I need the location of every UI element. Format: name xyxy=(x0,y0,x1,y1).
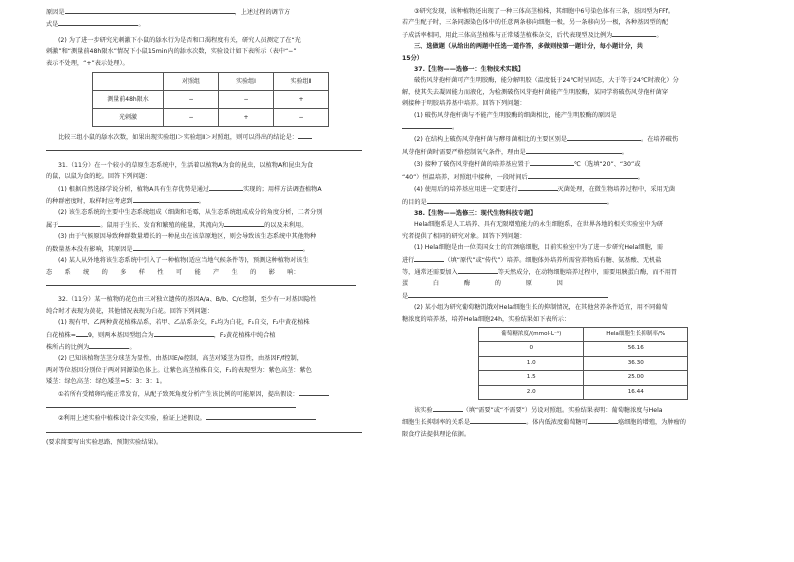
answer-blank[interactable] xyxy=(89,341,129,349)
answer-blank[interactable] xyxy=(530,158,574,166)
text-line: 该实验 xyxy=(414,407,433,414)
text-line: 。体内低浓度葡萄糖可 xyxy=(526,419,588,427)
table-cell: 1.0 xyxy=(479,356,584,370)
text-line: 究者提供了相同的研究对象。回答下列问题： xyxy=(402,232,526,240)
text-line: 刺接种于明胶培养基中培养。回答下列问题： xyxy=(402,100,526,108)
text-line: (要求简要写出实验思路、预期实验结果)。 xyxy=(46,439,163,447)
text-line: 癌细胞的增殖，为肿瘤的 xyxy=(617,419,686,427)
answer-blank[interactable] xyxy=(567,133,641,141)
text-line: (2) 为了进一步研究光刺激下小鼠的舔水行为是否和口渴程度有关，研究人员测定了在“光 xyxy=(58,36,301,44)
text-line: (1) 破伤风芽孢杆菌与不能产生明胶酶的细菌相比，能产生明胶酶的原因是 xyxy=(414,111,617,119)
text-line: 是 xyxy=(402,292,409,300)
text-line: (2) 某小组为研究葡萄糖饥饿对Hela细胞生长的抑制情况，在其他营养条件适宜，用不同葡萄 xyxy=(414,304,668,312)
text-line: 的目的是 xyxy=(402,198,427,206)
table-cell: 2.0 xyxy=(479,385,584,399)
answer-blank[interactable] xyxy=(414,254,444,262)
text-line: 若产生配子时，三条同源染色体中的任意两条移向细胞一极，另一条移向另一极，各种基因型的配 xyxy=(402,19,669,27)
question-37: 37.【生物——选修一：生物技术实践】 xyxy=(414,66,524,74)
table-cell xyxy=(93,73,164,91)
text-line: 。 xyxy=(452,124,459,132)
table-cell: − xyxy=(164,91,219,109)
text-line: 进行 xyxy=(402,256,415,264)
text-line: 的鼠，以鼠为食的蛇。回答下列问题： xyxy=(46,173,152,181)
text-line: （填“需要”或“不需要”）另设对照组。实验结果表明：葡萄糖浓度与Hela xyxy=(462,407,663,414)
table-cell: 1.5 xyxy=(479,371,584,385)
text-line: 细胞生长抑制率的关系是 xyxy=(402,419,471,427)
answer-blank[interactable] xyxy=(46,425,362,433)
answer-blank[interactable] xyxy=(528,171,638,179)
text-line: 的以及未利用。 xyxy=(264,221,308,229)
text-line: (4) 使用后的培养基应用进一定要进行 xyxy=(414,186,518,194)
answer-blank[interactable] xyxy=(458,266,498,274)
table-cell: 测量前48h限水 xyxy=(93,91,164,109)
answer-blank[interactable] xyxy=(427,196,607,204)
answer-blank[interactable] xyxy=(299,388,329,396)
table-row xyxy=(93,91,329,109)
text-line: 纯合时才表现为黄花，其他情况表现为白花。回答下列问题： xyxy=(46,307,214,315)
question-38: 38.【生物——选修三：现代生物科技专题】 xyxy=(414,209,537,217)
table-cell: 0 xyxy=(479,342,584,356)
right-column xyxy=(402,6,722,440)
text-line: (1) 现有甲、乙两种黄花植株品系，若甲、乙品系杂交，F₁均为白花，F₁自交，F₂中黄花植株 xyxy=(58,319,310,327)
text-line: Hela细胞系是人工培养、具有无限增殖能力的永生细胞系，在世界各地的相关实验室中为研 xyxy=(414,221,664,229)
section-title: 15分） xyxy=(402,54,423,62)
answer-blank[interactable] xyxy=(154,329,214,337)
table-cell: − xyxy=(219,91,274,109)
text-line: ②利用上述实验中植株设计杂交实验，验证上述假设。 xyxy=(58,415,206,423)
table-cell: 25.00 xyxy=(584,371,688,385)
text-line: 破伤风芽孢杆菌可产生明胶酶，能分解明胶（温度低于24℃时呈固态，大于等于24℃时液化）分 xyxy=(414,77,679,85)
text-line: 。 xyxy=(302,245,309,253)
answer-blank[interactable] xyxy=(209,183,243,191)
text-line: ，F₂黄花植株中纯合植 xyxy=(213,331,276,339)
answer-blank[interactable] xyxy=(133,243,303,251)
text-line: 蛋 白 酶 的 原 因 xyxy=(402,280,563,288)
answer-blank[interactable] xyxy=(588,416,618,424)
text-line: 等天然成分，在动物细胞培养过程中，需要用胰蛋白酶，而不用胃 xyxy=(497,268,678,276)
answer-blank[interactable] xyxy=(65,6,235,14)
text-line: 株所占的比例为 xyxy=(46,343,90,351)
text-line: 灭菌处理，在微生物培养过程中，采用无菌 xyxy=(557,186,676,194)
table-row xyxy=(479,356,688,370)
text-line: ③研究发现，该种植物还出现了一种三体高茎植株，其细胞中6号染色体有三条，基因型为FFf。 xyxy=(414,8,675,15)
answer-blank[interactable] xyxy=(224,219,264,227)
text-line: 。 xyxy=(656,31,663,39)
text-line: 。 xyxy=(138,21,145,29)
section-title: 三、选做题（从给出的两题中任选一道作答，多做则按第一题计分，每小题计分，共 xyxy=(414,43,643,51)
table-cell: 实验组Ⅰ xyxy=(219,73,274,91)
answer-blank[interactable] xyxy=(58,18,138,26)
table-cell: 实验组Ⅱ xyxy=(274,73,329,91)
answer-blank[interactable] xyxy=(206,412,316,420)
table-row xyxy=(479,371,688,385)
table-row xyxy=(93,109,329,127)
experiment-table xyxy=(92,72,329,127)
text-line: 态 系 统 的 多 样 性 可 能 产 生 的 影 响： xyxy=(46,268,300,276)
table-cell: 16.44 xyxy=(584,385,688,399)
answer-blank[interactable] xyxy=(298,131,312,139)
text-line: 风芽孢杆菌时需要严格控制氧气条件，理由是 xyxy=(402,148,526,156)
text-line: 。 xyxy=(637,173,644,181)
text-line: 子成活率相同，用此三体高茎植株与正常矮茎植株杂交，后代表现型及比例为 xyxy=(402,31,613,39)
table-header-row xyxy=(479,327,688,341)
text-line: 。鼠用于生长、发育和繁殖的能量，其流向为 xyxy=(100,221,225,229)
text-line: “40”）恒温培养，对照组中接种，一段时间后 xyxy=(402,173,528,181)
table-cell: − xyxy=(274,109,329,127)
question-31: 31.（11分）在一个较小的草原生态系统中，生活着以植物A为食的昆虫，以植物A和昆虫为食 xyxy=(58,161,314,169)
table-cell: − xyxy=(164,109,219,127)
answer-blank[interactable] xyxy=(46,278,356,286)
glucose-table xyxy=(478,327,688,400)
text-line: 。 xyxy=(621,148,628,156)
text-line: (1) Hela细胞是由一位美国女士的宫颈癌细胞，目前实验室中为了进一步研究Hela细胞，需 xyxy=(414,244,664,252)
table-cell: + xyxy=(274,91,329,109)
text-line: ℃（选填“20”、“30”或 xyxy=(573,161,641,169)
table-row xyxy=(479,385,688,399)
question-32: 32.（11分）某一植物的花色由三对独立遗传的基因A/a、B/b、C/c控制，至少有一对基因隐性 xyxy=(58,296,317,304)
text-line: 两对等位基因分别位于两对同源染色体上。让紫色高茎植株自交，F₁的表现型为：紫色高茎：紫色 xyxy=(46,366,312,374)
text-line: 的种群密度时，取样时应考虑到 xyxy=(46,198,133,206)
text-line: 解，使其失去凝固能力而液化，为检测破伤风芽孢杆菌能产生明胶酶，某同学将破伤风芽孢杆菌穿 xyxy=(402,88,669,96)
text-line: 刺激”和“测量前48h限水”情况下小鼠15min内的舔水次数，实验设计如下表所示（表中“−” xyxy=(46,48,297,56)
table-cell: 56.16 xyxy=(584,342,688,356)
text-line: (3) 接种了破伤风芽孢杆菌的培养基应置于 xyxy=(414,161,530,169)
answer-blank[interactable] xyxy=(133,195,199,203)
text-line: 。在培养破伤 xyxy=(641,136,679,144)
text-line: ①若所有受精卵均能正常发育，从配子致死角度分析产生该比例的可能原因，提出假设： xyxy=(58,390,299,398)
text-line: 白花植株= xyxy=(46,331,76,339)
text-line: 。 xyxy=(606,198,613,206)
text-line: 实现的；用样方法调查植物A xyxy=(243,185,322,193)
table-cell: 葡萄糖浓度/(mmol·L⁻¹) xyxy=(479,327,584,341)
table-cell: Hela细胞生长抑制率/% xyxy=(584,327,688,341)
text-line: 。 xyxy=(198,198,205,206)
answer-blank[interactable] xyxy=(526,146,622,154)
answer-blank[interactable] xyxy=(402,121,452,129)
answer-blank[interactable] xyxy=(612,29,656,37)
text-line: 的数量基本没有影响，其原因是 xyxy=(46,245,133,253)
text-line: 比较三组小鼠的舔水次数，如果出现实验组Ⅰ＞实验组Ⅱ＞对照组，则可以得出的结论是： xyxy=(58,134,298,142)
text-line: 式是 xyxy=(46,21,59,29)
answer-blank[interactable] xyxy=(76,329,88,337)
table-cell: 光刺激 xyxy=(93,109,164,127)
text-line: 。 xyxy=(129,343,136,351)
text-line: (2) 该生态系统的主要中生态系统组成（细菌和毛霉，从生态系统组成成分的角度分析，二者分别 xyxy=(58,209,323,217)
text-line: 等，通常还需要加入 xyxy=(402,268,458,276)
text-line: 9，则两本基因型组合为 xyxy=(87,331,154,339)
table-cell: + xyxy=(219,109,274,127)
answer-blank[interactable] xyxy=(58,219,100,227)
table-cell: 36.30 xyxy=(584,356,688,370)
answer-blank[interactable] xyxy=(433,404,463,412)
text-line: (1) 根据自然选择学说分析，植物A具有生存优势是通过 xyxy=(58,185,210,193)
left-column xyxy=(46,6,364,449)
answer-blank[interactable] xyxy=(470,416,526,424)
table-header-row xyxy=(93,73,329,91)
table-row xyxy=(479,342,688,356)
text-line: 矮茎：绿色高茎：绿色矮茎=5：3：3：1。 xyxy=(46,378,166,386)
answer-blank[interactable] xyxy=(46,143,362,151)
text-line: (2) 在结构上破伤风芽孢杆菌与酵母菌相比的主要区别是 xyxy=(414,136,568,144)
answer-blank[interactable] xyxy=(518,183,558,191)
text-line: （填“原代”或“传代”）培养。细胞体外培养所需营养物质有糖、氨基酸、无机盐 xyxy=(444,256,662,264)
text-line: 糖浓度的培养基，培养Hela细胞24h，实验结果如下表所示： xyxy=(402,315,571,323)
text-line: (2) 已知该植物茎茎分球茎为显性，由基因E/e控制，高茎对矮茎为显性，由基因F/f控制， xyxy=(58,355,303,363)
text-line: ，上述过程的调节方 xyxy=(234,9,291,16)
text-line: 原因是 xyxy=(46,9,65,16)
text-line: 属于 xyxy=(46,221,59,229)
table-cell: 对照组 xyxy=(164,73,219,91)
answer-blank[interactable] xyxy=(46,400,296,408)
answer-blank[interactable] xyxy=(408,290,608,298)
text-line: 限食疗法提供理论依据。 xyxy=(402,430,471,438)
text-line: (3) 由于气候原因导致种群数量增长的一种昆虫在该草原地区，则会导致该生态系统中其他物种 xyxy=(58,233,317,241)
text-line: 表示不处理，“+”表示处理）。 xyxy=(46,59,129,67)
text-line: (4) 某人从外地将该生态系统中引入了一种植物(适应当地气候条件等)，预测这种植物对该生 xyxy=(58,257,309,265)
